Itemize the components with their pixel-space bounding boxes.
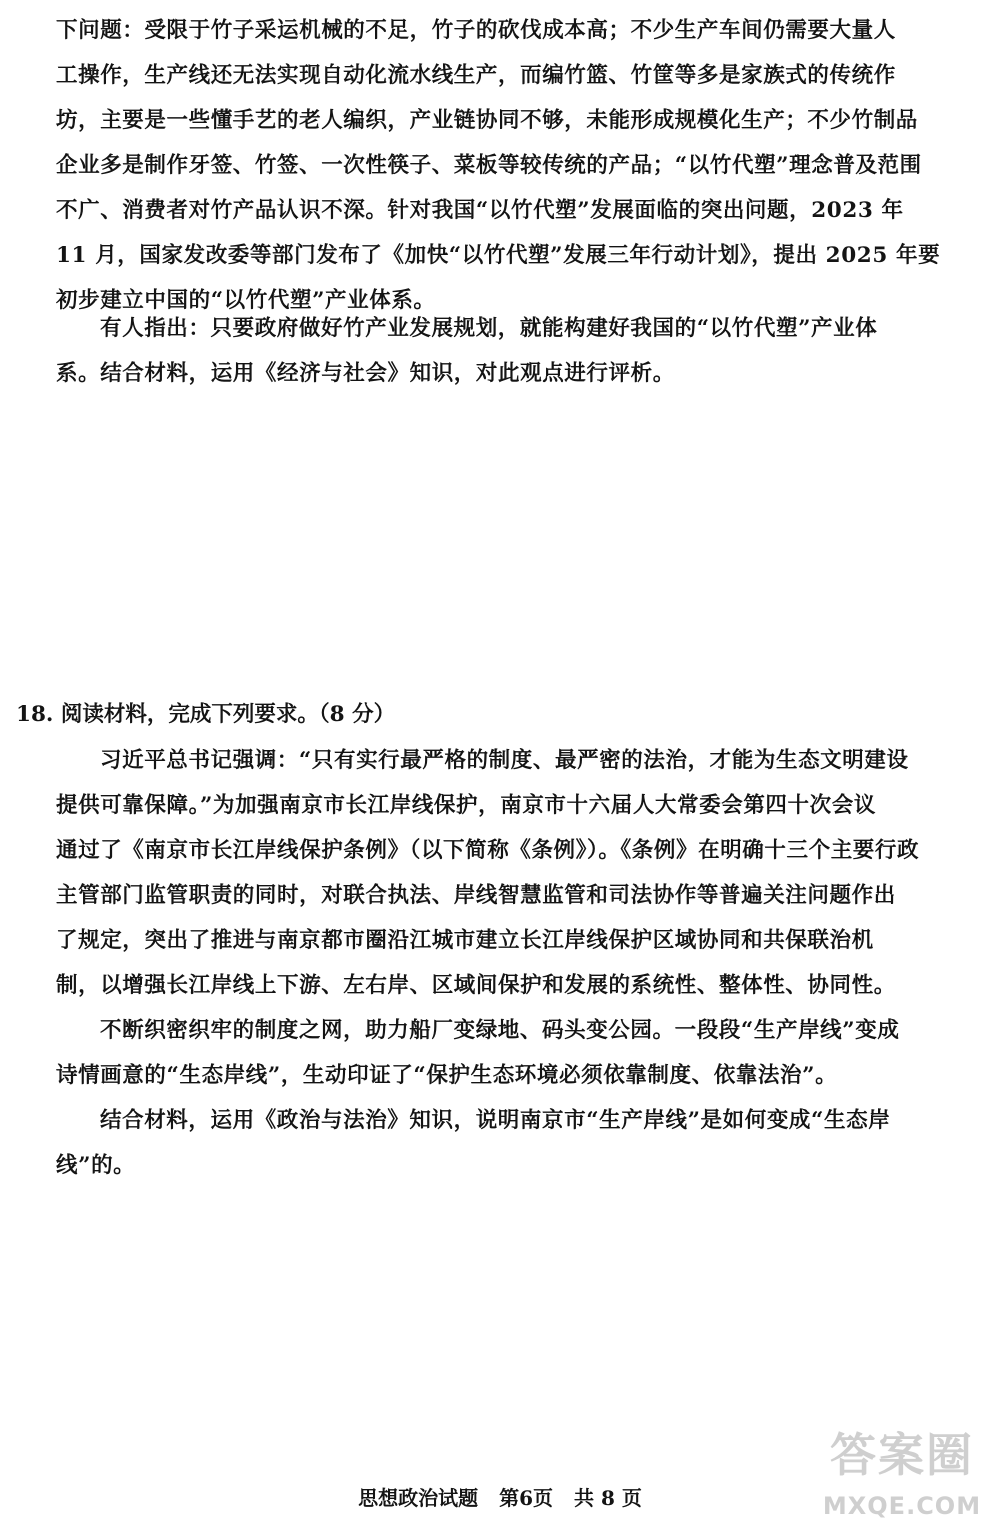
footer-subject: 思想政治试题 <box>358 1486 479 1510</box>
text-line: 线”的。 <box>56 1153 136 1178</box>
watermark-url: MXQE.COM <box>822 1492 982 1520</box>
watermark-logo: 答案圈 <box>830 1428 974 1482</box>
q17-material <box>56 8 986 323</box>
text-line: 不广、消费者对竹产品认识不深。针对我国“以竹代塑”发展面临的突出问题，2023 年 <box>56 198 904 223</box>
text-line: 企业多是制作牙签、竹签、一次性筷子、菜板等较传统的产品；“以竹代塑”理念普及范围 <box>56 153 922 178</box>
question-18-title: 18. 阅读材料，完成下列要求。（8 分） <box>16 702 396 727</box>
text-line: 提供可靠保障。”为加强南京市长江岸线保护，南京市十六届人大常委会第四十次会议 <box>56 793 876 818</box>
text-line: 制，以增强长江岸线上下游、左右岸、区域间保护和发展的系统性、整体性、协同性。 <box>56 973 896 998</box>
q18-para2 <box>56 1008 986 1098</box>
footer-page-number: 第6页 <box>499 1486 554 1510</box>
text-line: 诗情画意的“生态岸线”，生动印证了“保护生态环境必须依靠制度、依靠法治”。 <box>56 1063 838 1088</box>
footer-total-pages: 共 8 页 <box>574 1486 642 1510</box>
watermark <box>812 1420 992 1532</box>
text-line: 主管部门监管职责的同时，对联合执法、岸线智慧监管和司法协作等普遍关注问题作出 <box>56 883 896 908</box>
text-line: 习近平总书记强调：“只有实行最严格的制度、最严密的法治，才能为生态文明建设 <box>100 748 909 773</box>
text-line: 11 月，国家发改委等部门发布了《加快“以竹代塑”发展三年行动计划》，提出 2025 年要 <box>56 243 941 268</box>
text-line: 有人指出：只要政府做好竹产业发展规划，就能构建好我国的“以竹代塑”产业体 <box>100 316 878 341</box>
text-line: 坊，主要是一些懂手艺的老人编织，产业链协同不够，未能形成规模化生产；不少竹制品 <box>56 108 918 133</box>
text-line: 系。结合材料，运用《经济与社会》知识，对此观点进行评析。 <box>56 361 675 386</box>
q18-para1 <box>56 738 986 1008</box>
text-line: 通过了《南京市长江岸线保护条例》（以下简称《条例》）。《条例》在明确十三个主要行政 <box>56 838 920 863</box>
text-line: 下问题：受限于竹子采运机械的不足，竹子的砍伐成本高；不少生产车间仍需要大量人 <box>56 18 896 43</box>
q18-para3 <box>56 1098 986 1188</box>
text-line: 不断织密织牢的制度之网，助力船厂变绿地、码头变公园。一段段“生产岸线”变成 <box>100 1018 900 1043</box>
q17-prompt <box>56 306 986 396</box>
text-line: 结合材料，运用《政治与法治》知识，说明南京市“生产岸线”是如何变成“生态岸 <box>100 1108 891 1133</box>
text-line: 初步建立中国的“以竹代塑”产业体系。 <box>56 288 436 313</box>
text-line: 工操作，生产线还无法实现自动化流水线生产，而编竹篮、竹筐等多是家族式的传统作 <box>56 63 896 88</box>
text-line: 了规定，突出了推进与南京都市圈沿江城市建立长江岸线保护区域协同和共保联治机 <box>56 928 874 953</box>
